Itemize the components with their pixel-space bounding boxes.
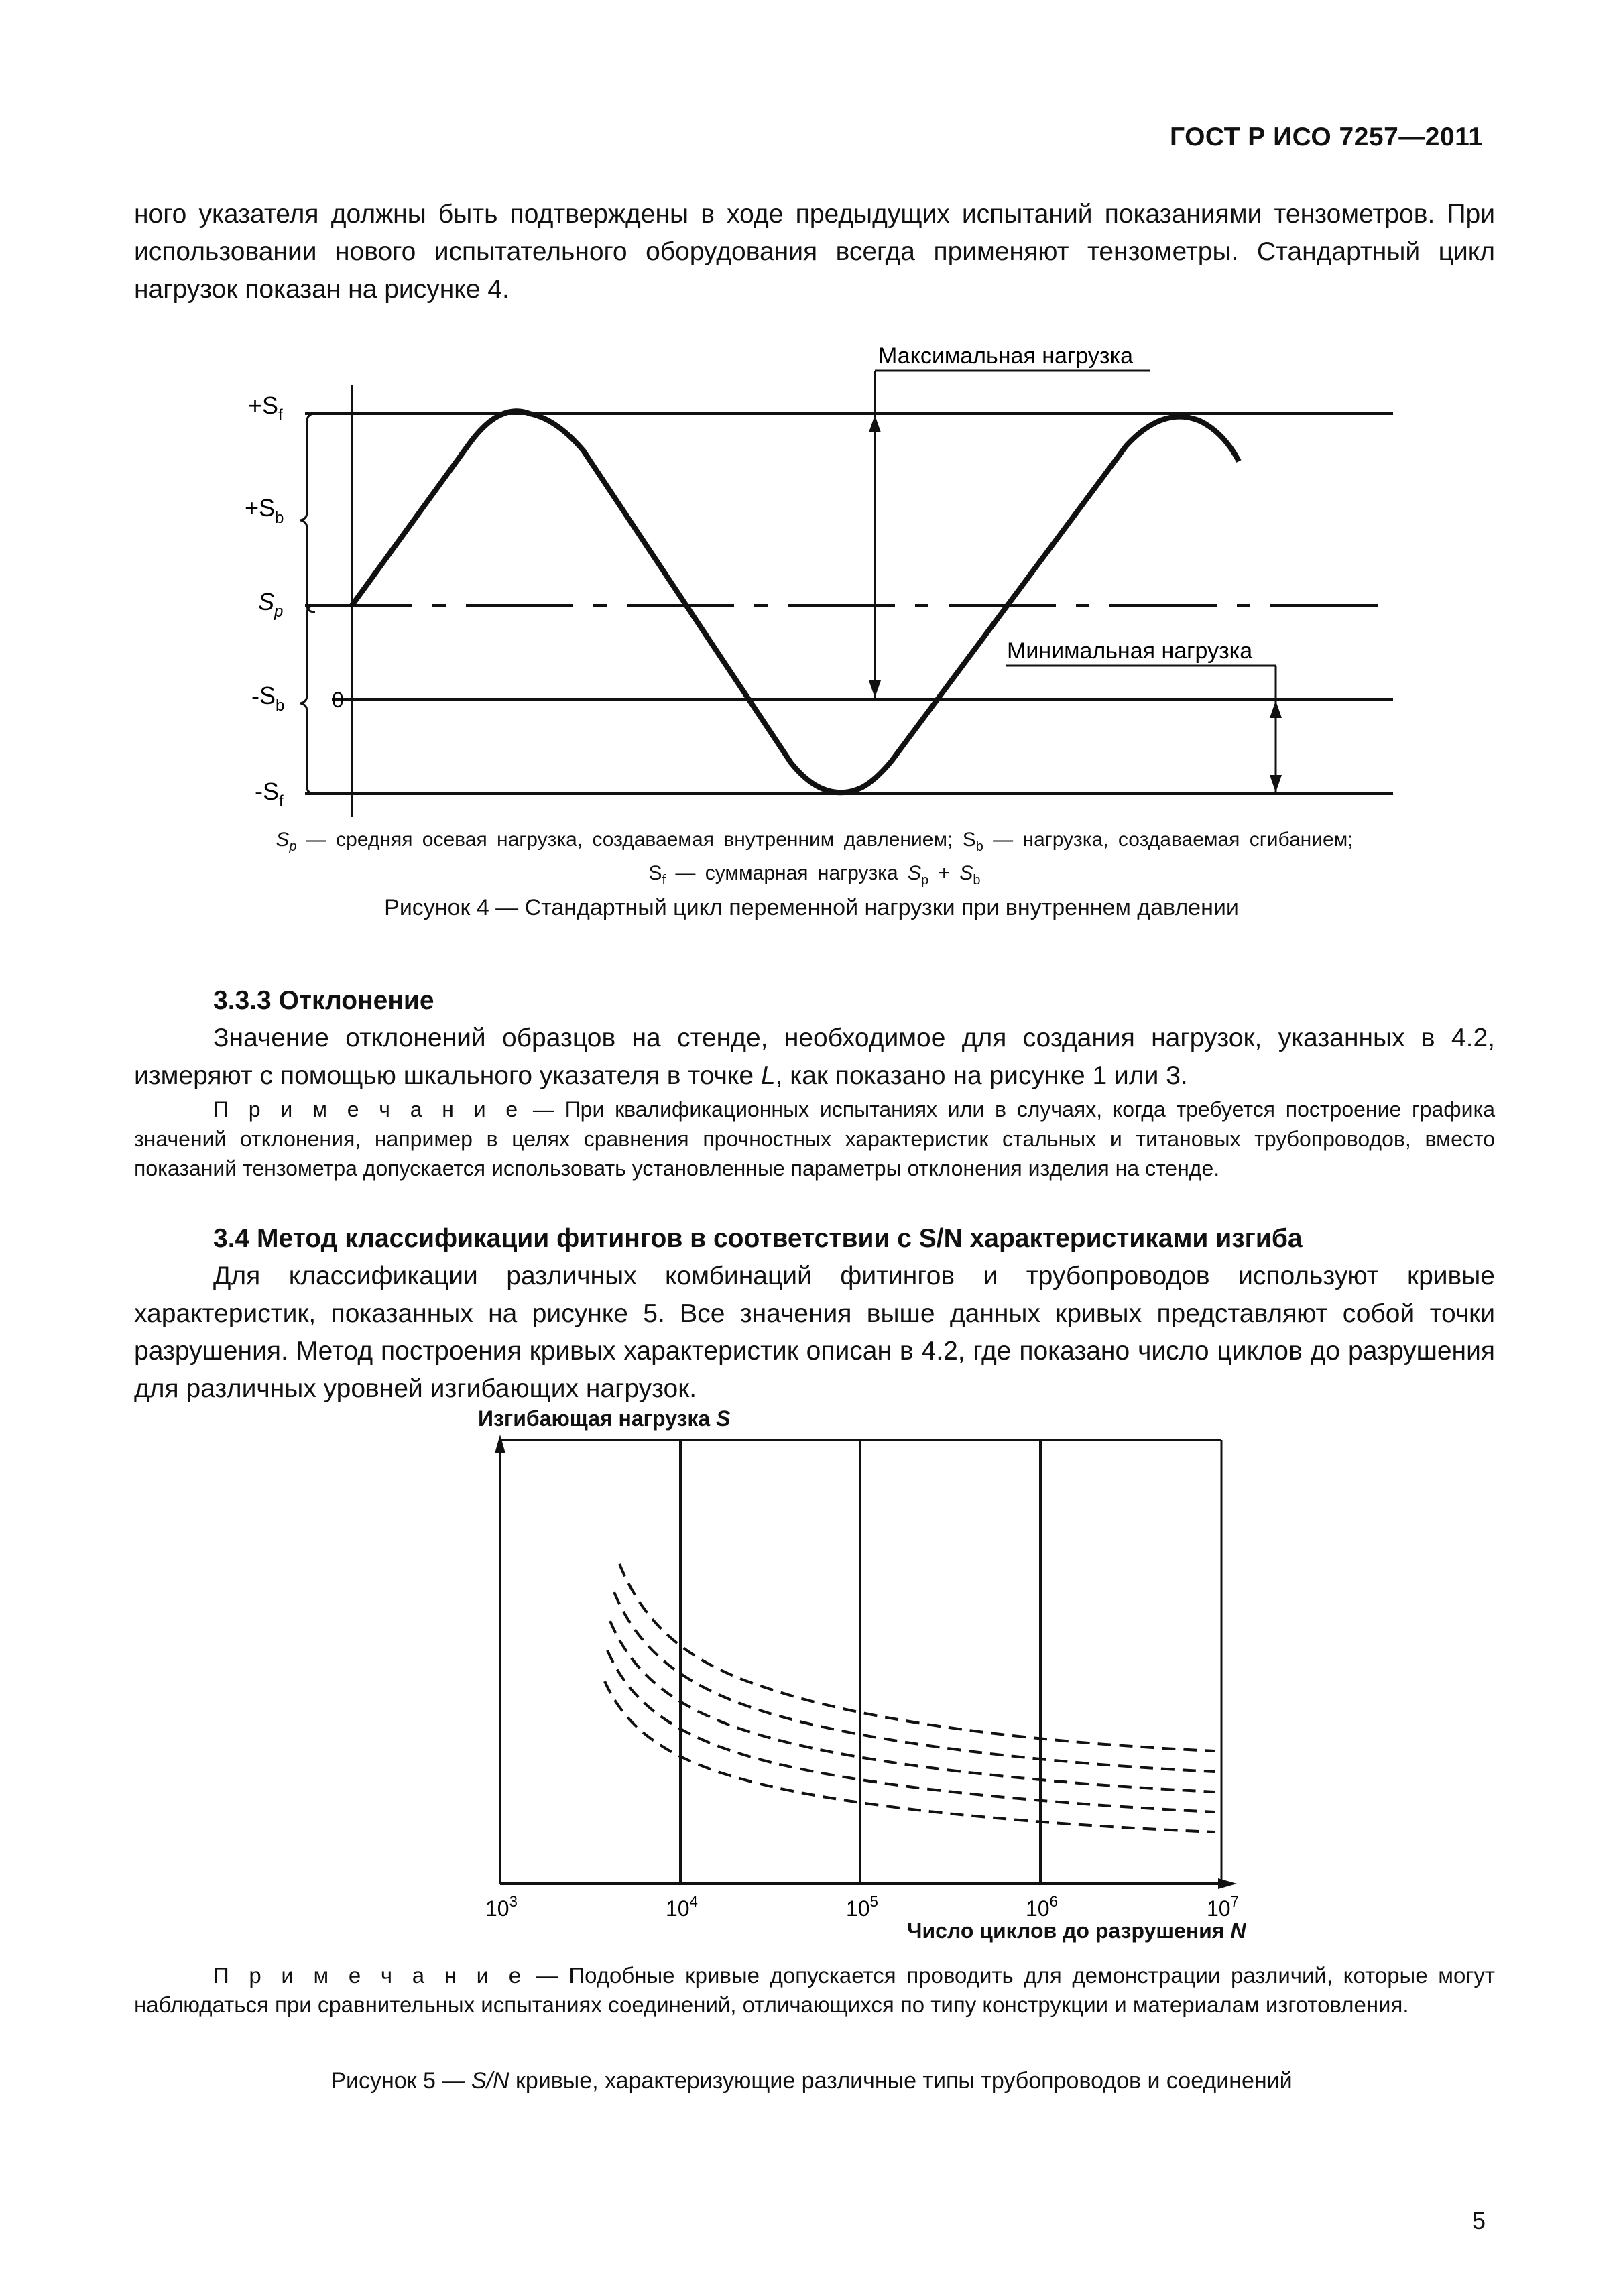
fig5-x-tick-labels (485, 1893, 1239, 1921)
fig4-label-sf-plus: +S (248, 391, 279, 419)
fig4-legend (134, 827, 1495, 894)
intro-paragraph: ного указателя должны быть подтверждены в ходе предыдущих испытаний показаниями тензометров. При использовании нового испытательного оборудования всегда применяют тензометры. Стандартный цикл нагрузок показан на рисунке 4. (134, 200, 1495, 304)
fig5-tick-1e5: $10^5$ (846, 1893, 878, 1921)
svg-text:-Sb: $-S_b$ (251, 682, 285, 715)
svg-text:+Sb: $+S_b$ (245, 494, 284, 527)
fig5-curve-1 (619, 1564, 1215, 1751)
fig5-curve-5 (605, 1681, 1215, 1832)
fig4-caption: Рисунок 4 — Стандартный цикл переменной нагрузки при внутреннем давлении (384, 895, 1239, 920)
svg-text:+Sf: $+S_f$ (248, 391, 283, 424)
fig5-tick-1e7: $10^7$ (1207, 1893, 1239, 1921)
fig4-max-arrow-up (869, 415, 881, 432)
section-333-note: П р и м е ч а н и е — При квалификационных испытаниях или в случаях, когда требуется построение графика значений отклонения, например в целях сравнения прочностных характеристик стальных и титановых трубопроводов, вместо показаний тензометра допускается использовать установленные параметры отклонения изделия на стенде. (134, 1097, 1496, 1181)
fig4-min-arrow-down (1270, 775, 1282, 792)
note-label: П р и м е ч а н и е (213, 1963, 526, 1988)
fig4-label-sb-plus: +S (245, 494, 276, 522)
fig4-legend-line-1: $S_p$ — средняя осевая нагрузка, создаваемая внутренним давлением; $S_b$ — нагрузка, создаваемая сгибанием; (276, 829, 1354, 854)
section-333-heading: 3.3.3 Отклонение (213, 986, 434, 1015)
fig4-min-arrow-up (1270, 701, 1282, 718)
svg-text:-Sf: $-S_f$ (255, 778, 284, 810)
fig4-load-wave (352, 411, 1239, 792)
fig5-x-axis-arrow (1218, 1878, 1237, 1889)
fig4-min-load-label: Минимальная нагрузка (1007, 638, 1253, 664)
fig4-y-labels (245, 391, 284, 810)
fig4-label-sb-minus: -S (251, 682, 276, 709)
fig5-note: П р и м е ч а н и е — Подобные кривые допускается проводить для демонстрации различий, которые могут наблюдаться при сравнительных испытаниях соединений, отличающихся по типу конструкции и материалам изготовления. (134, 1963, 1495, 2017)
document-header-id: ГОСТ Р ИСО 7257—2011 (1170, 123, 1484, 152)
note-label: П р и м е ч а н и е (213, 1097, 523, 1122)
fig5-caption: Рисунок 5 — S/N кривые, характеризующие различные типы трубопроводов и соединений (330, 2068, 1293, 2094)
section-34-heading: 3.4 Метод классификации фитингов в соответствии с S/N характеристиками изгиба (213, 1224, 1303, 1253)
fig5-y-axis-arrow (495, 1435, 505, 1453)
fig4-max-arrow-down (869, 680, 881, 698)
fig4-brace-upper (300, 414, 315, 612)
section-333-paragraph: Значение отклонений образцов на стенде, необходимое для создания нагрузок, указанных в 4.2, измеряют с помощью шкального указателя в точке L, как показано на рисунке 1 или 3. (134, 1024, 1495, 1090)
fig5-x-axis-label: Число циклов до разрушения N (907, 1919, 1246, 1943)
fig4-brace-lower (300, 605, 315, 794)
fig5-tick-1e4: $10^4$ (666, 1893, 698, 1921)
fig5-tick-1e3: $10^3$ (485, 1893, 518, 1921)
fig4-max-load-label: Максимальная нагрузка (878, 343, 1133, 369)
fig4-zero-label: 0 (332, 688, 344, 712)
svg-text:Sp: $S_p$ (258, 588, 284, 621)
fig5-tick-1e6: $10^6$ (1026, 1893, 1058, 1921)
fig4-label-sf-minus: -S (255, 778, 279, 805)
fig4-legend-line-2: $S_f$ — суммарная нагрузка $S_p + S_b$ (648, 862, 981, 888)
section-34-paragraph: Для классификации различных комбинаций фитингов и трубопроводов используют кривые характеристик, показанных на рисунке 5. Все значения выше данных кривых представляют собой точки разрушения. Метод построения кривых характеристик описан в 4.2, где показано число циклов до разрушения для различных уровней изгибающих нагрузок. (134, 1262, 1495, 1403)
fig5-y-axis-label: Изгибающая нагрузка S (478, 1406, 731, 1431)
fig4-label-sp: S (258, 588, 275, 615)
figure-5-sn-curves (0, 1421, 1623, 1951)
page-number: 5 (1472, 2207, 1486, 2234)
